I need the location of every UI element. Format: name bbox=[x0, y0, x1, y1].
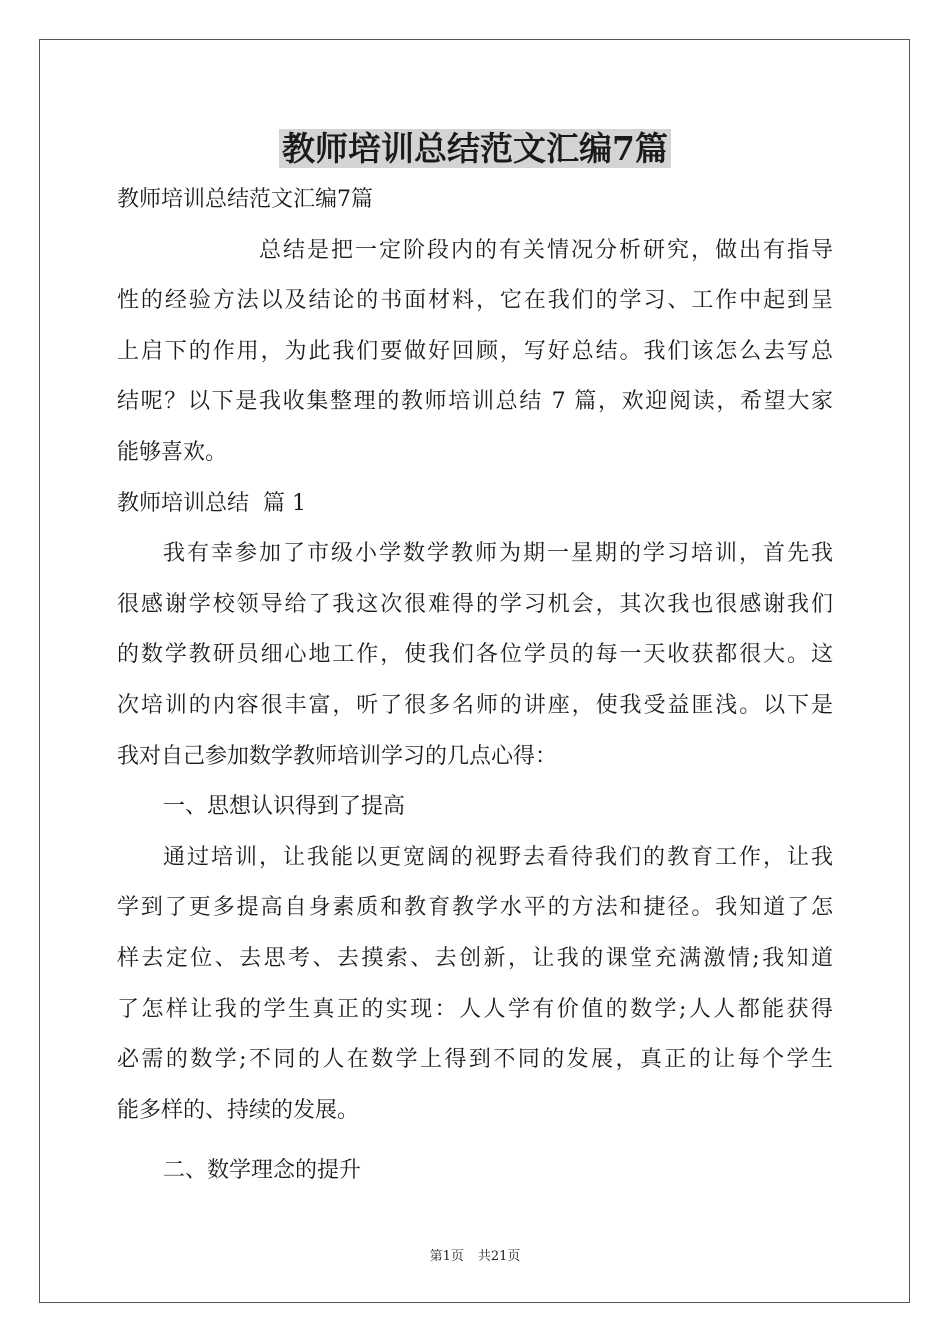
page-total: 共21页 bbox=[477, 1249, 521, 1264]
document-body bbox=[117, 175, 833, 1197]
point-2-heading: 二、数学理念的提升 bbox=[163, 1158, 362, 1184]
paragraph-line: 能够喜欢。 bbox=[117, 439, 228, 465]
paragraph-1 bbox=[117, 529, 833, 782]
paragraph-line: 能多样的、持续的发展。 bbox=[117, 1097, 360, 1123]
paragraph-2 bbox=[117, 833, 833, 1137]
point-1-heading: 一、思想认识得到了提高 bbox=[163, 794, 406, 820]
paragraph-line: 必需的数学;不同的人在数学上得到不同的发展，真正的让每个学生 bbox=[117, 1047, 833, 1073]
paragraph-line: 样去定位、去思考、去摸索、去创新，让我的课堂充满激情;我知道 bbox=[117, 945, 833, 971]
page-number: 第1页 bbox=[429, 1249, 464, 1264]
page-footer bbox=[0, 1248, 950, 1266]
paragraph-line: 的数学教研员细心地工作，使我们各位学员的每一天收获都很大。这 bbox=[117, 642, 833, 668]
paragraph-line: 我对自己参加数学教师培训学习的几点心得： bbox=[117, 743, 558, 769]
document-title bbox=[0, 126, 950, 172]
paragraph-line: 通过培训，让我能以更宽阔的视野去看待我们的教育工作，让我 bbox=[163, 844, 833, 870]
paragraph-line: 很感谢学校领导给了我这次很难得的学习机会，其次我也很感谢我们 bbox=[117, 591, 833, 617]
document-title-text: 教师培训总结范文汇编7篇 bbox=[279, 129, 671, 168]
paragraph-line: 总结是把一定阶段内的有关情况分析研究，做出有指导 bbox=[259, 237, 833, 263]
paragraph-line: 了怎样让我的学生真正的实现：人人学有价值的数学;人人都能获得 bbox=[117, 996, 833, 1022]
paragraph-line: 次培训的内容很丰富，听了很多名师的讲座，使我受益匪浅。以下是 bbox=[117, 692, 833, 718]
intro-paragraph bbox=[117, 226, 833, 479]
paragraph-line: 结呢？以下是我收集整理的教师培训总结 7 篇，欢迎阅读，希望大家 bbox=[117, 389, 833, 415]
section-heading: 教师培训总结 篇 1 bbox=[117, 490, 306, 516]
paragraph-line: 性的经验方法以及结论的书面材料，它在我们的学习、工作中起到呈 bbox=[117, 288, 833, 314]
paragraph-line: 学到了更多提高自身素质和教育教学水平的方法和捷径。我知道了怎 bbox=[117, 895, 833, 921]
paragraph-line: 我有幸参加了市级小学数学教师为期一星期的学习培训，首先我 bbox=[163, 541, 833, 567]
document-subtitle: 教师培训总结范文汇编7篇 bbox=[117, 187, 373, 212]
paragraph-line: 上启下的作用，为此我们要做好回顾，写好总结。我们该怎么去写总 bbox=[117, 338, 833, 364]
